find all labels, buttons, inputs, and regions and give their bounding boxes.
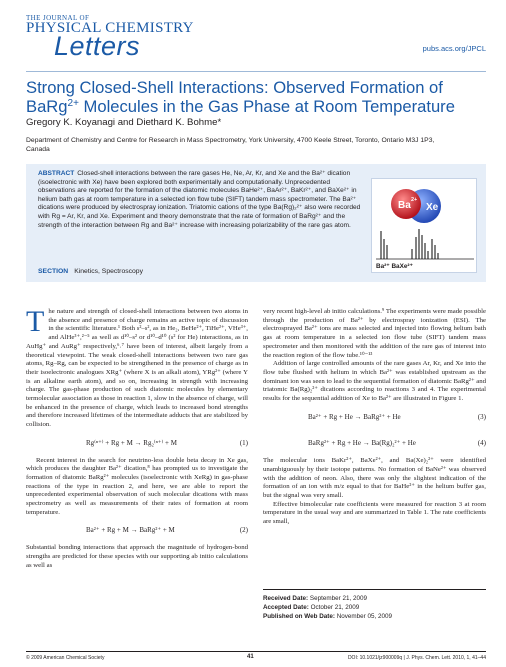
footer-divider	[26, 651, 486, 652]
abstract-section	[38, 268, 143, 275]
journal-url-link[interactable]: pubs.acs.org/JPCL	[422, 44, 486, 53]
equation-2: Ba²⁺ + Rg + M → BaRg²⁺ + M (2)	[86, 526, 248, 535]
equation-1: Rg⁽ⁿ⁺⁾ + Rg + M → Rg₂⁽ⁿ⁺⁾ + M (1)	[86, 438, 248, 447]
body-left-column	[26, 305, 248, 570]
toc-graphic	[371, 178, 477, 273]
page-number: 41	[247, 654, 254, 660]
journal-header	[26, 14, 486, 68]
body-paragraph: The nature and strength of closed-shell interactions between two atoms in the absence and presence of charge remains an active topic of discussion in the scientific literature.¹ Both s²–s², as in He₂, BeHe²⁺, TiHe²⁺, VHe³⁺, and AlHe³⁺,²⁻⁵ as well as d¹⁰–s² or d¹⁰–d¹⁰ (s² for He) interactions, as in AuHg⁺ and AuRg⁺ respectively,⁶˒⁷ have been of interest, albeit largely from a theoretical viewpoint. The weak closed-shell interactions between two rare gas atoms, Rg–Rg, can be expected to be strengthened in the presence of charge as in their isoelectronic analogues XRg⁺ (where X is an alkali atom), YRg²⁺ (where Y is an alkaline earth atom), and so on, increasing in strength with increasing charge. The gas-phase production of such diatomic molecules by elementary termolecular association as those in reaction 1, slow in the absence of charge, will be enhanced in the presence of charge, which leads to increased bond strengths and therefore increased lifetimes of the intermediate adducts that are stabilized by collision.	[26, 305, 248, 429]
article-title: Strong Closed-Shell Interactions: Observed Formation of BaRg$^{2+}$ Molecules in the Gas Phase at Room Temperature	[26, 78, 455, 116]
equation-3: Ba²⁺ + Rg + He → BaRg²⁺ + He (3)	[308, 412, 486, 421]
spectrum-peaks	[381, 229, 438, 259]
body-paragraph: very recent high-level ab initio calculations.⁹ The experiments were made possible through the production of Ba²⁺ by electrospray ionization (ESI). The electrosprayed Ba²⁺ ions are mass selected and injected into flowing helium bath gas at room temperature in a selected ion flow tube (SIFT) tandem mass spectrometer and then monitored with the addition of the rare gas of interest into the reaction region of the flow tube.¹⁰⁻¹³	[263, 308, 486, 359]
article-authors: Gregory K. Koyanagi and Diethard K. Bohme*	[26, 117, 222, 128]
body-paragraph: Substantial bonding interactions that approach the magnitude of hydrogen-bond strengths are predicted for these species with our supporting ab initio calculations as well as	[26, 544, 248, 569]
dropcap-letter: T	[26, 305, 45, 338]
body-paragraph: Recent interest in the search for neutrino-less double beta decay in Xe gas, which produces the daughter Ba²⁺ dication,⁸ has prompted us to investigate the formation of diatomic BaRg²⁺ molecules (isoelectronic with XeRg) in gas-phase reactions of the type in reaction 2, and here, we are able to report the unprecedented experimental observation of such molecular dications with mass spectrometry as well as measurements of their rates of formation at room temperature.	[26, 456, 248, 516]
article-affiliation: Department of Chemistry and Centre for Research in Mass Spectrometry, York University, 4700 Keele Street, Toronto, Ontario M3J 1P3, Canada	[26, 137, 435, 153]
abstract-body: Closed-shell interactions between the rare gases He, Ne, Ar, Kr, and Xe and the Ba²⁺ dication (isoelectronic with Xe) have been explored both experimentally and computationally. Unprecedented observations are reported for the formation of the diatomic molecules BaHe²⁺, BaAr²⁺, BaKr²⁺, and BaXe²⁺ in helium bath gas at room temperature in a selected ion flow tube (SIFT) tandem mass spectrometer. The Ba²⁺ dications were produced by electrospray ionization. Triatomic cations of the type Ba(Rg)₂²⁺ also were recorded with Rg = Ar, Kr, and Xe. Experiment and theory demonstrate that the rate of formation of BaRg²⁺ and the strength of the interaction between Rg and Ba²⁺ increase with increasing polarizability of the rare gas atom.	[38, 170, 361, 229]
journal-logo-main: PHYSICAL CHEMISTRY	[26, 20, 194, 36]
toc-xe-label: Xe	[426, 202, 439, 213]
equation-4: BaRg²⁺ + Rg + He → Ba(Rg)₂²⁺ + He (4)	[308, 439, 486, 448]
accepted-date: Accepted Date: October 21, 2009	[263, 604, 360, 611]
journal-logo-letters: Letters	[54, 31, 141, 61]
toc-graphic-svg	[372, 179, 478, 274]
body-paragraph: Effective bimolecular rate coefficients were measured for reaction 3 at room temperature in the usual way and are summarized in Table 1. The rate coefficients are small,	[263, 500, 486, 526]
toc-ba-charge: 2+	[411, 197, 418, 203]
publication-dates	[263, 589, 486, 621]
abstract-text	[38, 170, 364, 230]
toc-ba-label: Ba	[398, 200, 411, 211]
journal-logo-top: THE JOURNAL OF	[26, 14, 90, 22]
body-right-column	[263, 308, 486, 527]
section-label: SECTION	[38, 268, 69, 275]
header-divider	[26, 71, 486, 72]
toc-caption: Ba²⁺ BaXe²⁺	[376, 263, 413, 270]
abstract-label: ABSTRACT	[38, 170, 75, 177]
published-date: Published on Web Date: November 05, 2009	[263, 613, 393, 620]
section-value[interactable]: Kinetics, Spectroscopy	[74, 268, 143, 275]
received-date: Received Date: September 21, 2009	[263, 595, 367, 602]
body-paragraph: The molecular ions BaKr²⁺, BaXe²⁺, and Ba(Xe)₂²⁺ were identified unambiguously by their isotope patterns. No formation of BaNe²⁺ was observed with the addition of neon. Also, there was only the slightest indication of the formation of an ion with m/z equal to that for BaHe²⁺ in the helium buffer gas, but the signal was very small.	[263, 457, 486, 499]
footer-doi-link[interactable]: DOI: 10.1021/jz900009q | J. Phys. Chem. Lett. 2010, 1, 41–44	[347, 655, 486, 661]
abstract-box	[26, 164, 486, 282]
footer-copyright: © 2009 American Chemical Society	[26, 655, 105, 661]
body-paragraph: Addition of large controlled amounts of the rare gases Ar, Kr, and Xe into the flow tube flushed with helium in which Ba²⁺ was established upstream as the dominant ion was seen to lead to the sequential formation of diatomic BaRg²⁺ and triatomic Ba(Rg)₂²⁺ dications according to reactions 3 and 4. The experimental results for the sequential addition of Xe to Ba²⁺ are illustrated in Figure 1.	[263, 360, 486, 403]
